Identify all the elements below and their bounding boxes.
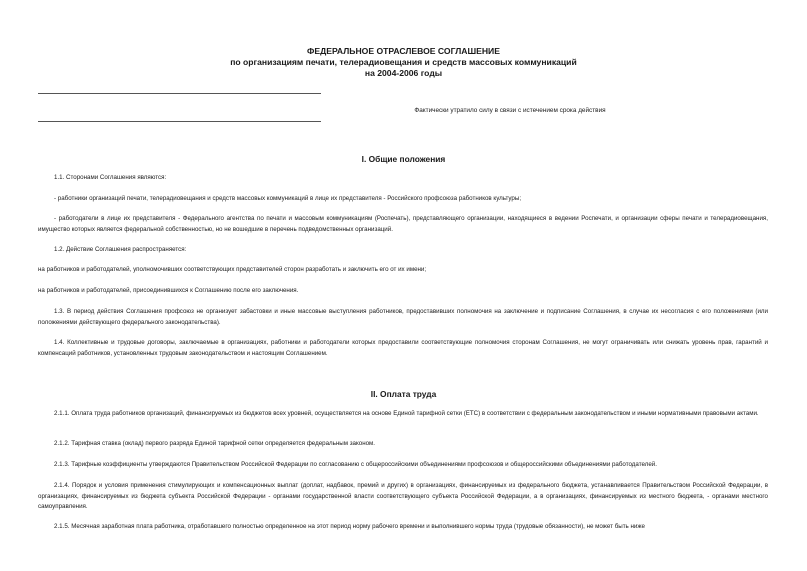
divider-top [38, 93, 321, 94]
paragraph-1-1-employers: - работодатели в лице их представителя - Федерального агентства по печати и массовым коммуникациям (Роспечать), представляющего организации, находящиеся в ведении Роспечати, и организации сферы печати и телерадиовещания, имущество которых является федеральной собственностью, но не вошедшие в перечень подведомственных организаций. [38, 215, 768, 233]
section-2-heading: II. Оплата труда [370, 389, 437, 399]
section-1-heading: I. Общие положения [361, 154, 446, 164]
paragraph-1-1-workers: - работники организаций печати, телерадиовещания и средств массовых коммуникаций в лице их представителя - Российского профсоюза работников культуры; [54, 195, 522, 202]
title-line-1: ФЕДЕРАЛЬНОЕ ОТРАСЛЕВОЕ СОГЛАШЕНИЕ [307, 46, 500, 56]
paragraph-1-2-a: на работников и работодателей, уполномочивших соответствующих представителей сторон разработать и заключить его от их имени; [38, 266, 427, 273]
paragraph-2-1-4: 2.1.4. Порядок и условия применения стимулирующих и компенсационных выплат (доплат, надбавок, премий и других) в организациях, финансируемых из федерального бюджета, устанавливается Правительством Российской Федерации, в организациях, финансируемых из бюджета субъекта Российской Федерации - органами государственной власти соответствующего субъекта Российской Федерации, а в организациях, финансируемых из местного бюджета, - органами местного самоуправления. [38, 482, 768, 510]
title-line-2: по организациям печати, телерадиовещания и средств массовых коммуникаций [230, 57, 577, 67]
document-title [0, 46, 807, 79]
paragraph-1-2: 1.2. Действие Соглашения распространяется: [54, 246, 187, 253]
paragraph-2-1-1: 2.1.1. Оплата труда работников организаций, финансируемых из бюджетов всех уровней, осуществляется на основе Единой тарифной сетки (ЕТС) в соответствии с федеральным законодательством и иными нормативными правовыми актами. [54, 410, 759, 417]
paragraph-1-2-b: на работников и работодателей, присоединившихся к Соглашению после его заключения. [38, 287, 299, 294]
paragraph-2-1-3: 2.1.3. Тарифные коэффициенты утверждаются Правительством Российской Федерации по согласованию с общероссийскими объединениями профсоюзов и общероссийскими объединениями работодателей. [54, 461, 657, 468]
paragraph-1-4: 1.4. Коллективные и трудовые договоры, заключаемые в организациях, работники и работодатели которых предоставили соответствующие полномочия сторонам Соглашения, не могут ограничивать или снижать уровень прав, гарантий и компенсаций работников, установленных трудовым законодательством и настоящим Соглашением. [38, 339, 768, 357]
title-line-3: на 2004-2006 годы [364, 68, 443, 78]
paragraph-2-1-5: 2.1.5. Месячная заработная плата работника, отработавшего полностью определенное на этот период норму рабочего времени и выполнившего нормы труда (трудовые обязанности), не может быть ниже [54, 523, 645, 530]
paragraph-2-1-2: 2.1.2. Тарифная ставка (оклад) первого разряда Единой тарифной сетки определяется федеральным законом. [54, 440, 376, 447]
status-note: Фактически утратило силу в связи с истечением срока действия [414, 107, 606, 114]
paragraph-1-1: 1.1. Сторонами Соглашения являются: [54, 174, 167, 181]
paragraph-1-3: 1.3. В период действия Соглашения профсоюз не организует забастовки и иные массовые выступления работников, предоставивших полномочия на заключение и подписание Соглашения, в случае их несогласия с его положениями (или положениями действующего федерального законодательства). [38, 308, 768, 326]
divider-bottom [38, 121, 321, 122]
